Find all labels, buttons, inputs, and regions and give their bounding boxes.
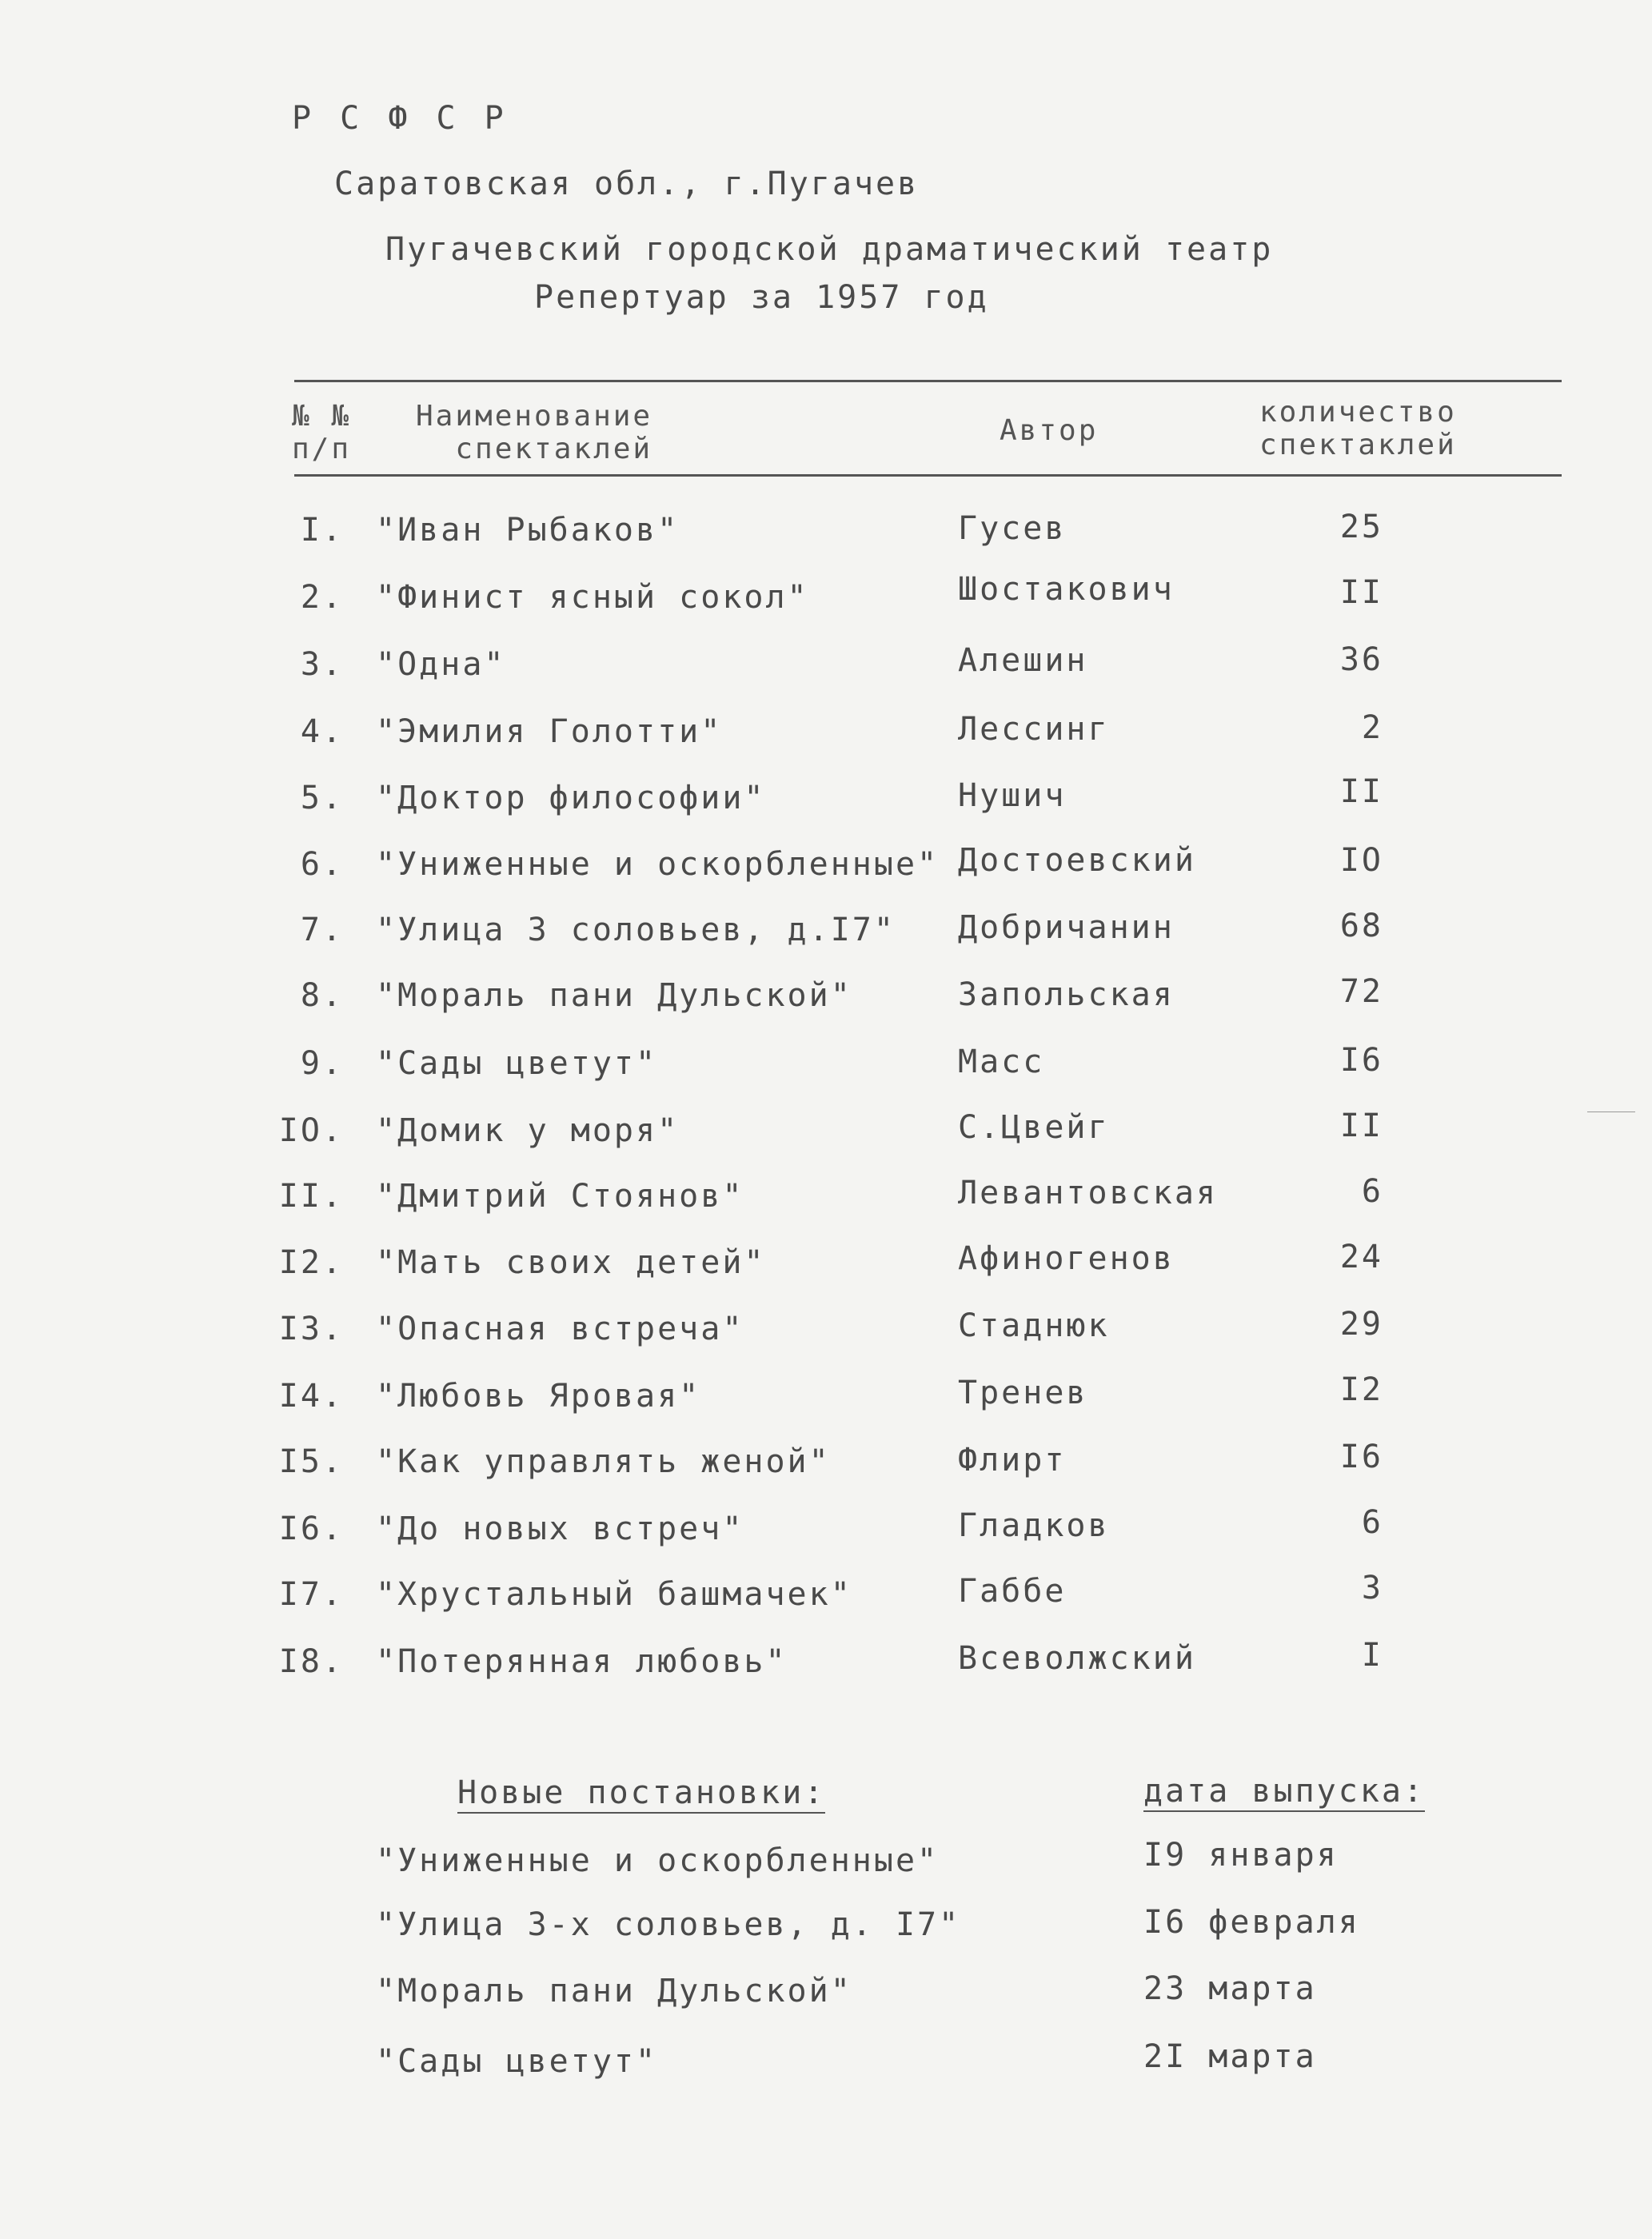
column-header-number: № № п/п (292, 400, 352, 466)
row-number: 5. (300, 780, 344, 816)
release-date: 23 марта (1143, 1970, 1317, 2007)
performance-count: 6 (1361, 1504, 1383, 1541)
country-line: Р С Ф С Р (292, 100, 509, 137)
row-number: I3. (278, 1311, 344, 1347)
play-author: Достоевский (958, 842, 1196, 879)
play-title: "Как управлять женой" (376, 1443, 831, 1480)
play-author: Гладков (958, 1507, 1110, 1544)
row-number: 8. (300, 977, 344, 1014)
production-title: "Мораль пани Дульской" (376, 1973, 852, 2010)
play-author: Запольская (958, 976, 1175, 1013)
play-title: "До новых встреч" (376, 1511, 744, 1547)
performance-count: IO (1339, 842, 1383, 879)
play-title: "Мораль пани Дульской" (376, 977, 852, 1014)
row-number: 3. (300, 646, 344, 683)
play-author: Всеволжский (958, 1640, 1196, 1677)
play-author: Габбе (958, 1573, 1067, 1610)
play-author: Шостакович (958, 571, 1175, 608)
performance-count: 24 (1339, 1239, 1383, 1275)
play-title: "Эмилия Голотти" (376, 713, 723, 750)
release-date: 2I марта (1143, 2038, 1317, 2075)
play-title: "Дмитрий Стоянов" (376, 1178, 744, 1215)
play-author: Флирт (958, 1442, 1067, 1479)
release-date-heading: дата выпуска: (1143, 1775, 1425, 1812)
play-author: Стаднюк (958, 1307, 1110, 1344)
row-number: I6. (278, 1511, 344, 1547)
performance-count: 6 (1361, 1173, 1383, 1210)
release-date: I6 февраля (1143, 1904, 1360, 1941)
play-title: "Любовь Яровая" (376, 1378, 701, 1415)
performance-count: 2 (1361, 709, 1383, 746)
play-author: Афиногенов (958, 1240, 1175, 1277)
play-author: С.Цвейг (958, 1109, 1110, 1146)
row-number: I4. (278, 1378, 344, 1415)
release-date: I9 января (1143, 1837, 1339, 1874)
play-author: Гусев (958, 510, 1067, 547)
performance-count: 68 (1339, 908, 1383, 944)
performance-count: II (1339, 773, 1383, 810)
play-title: "Финист ясный сокол" (376, 579, 809, 616)
production-title: "Улица 3-х соловьев, д. I7" (376, 1906, 961, 1943)
row-number: I5. (278, 1443, 344, 1480)
play-author: Добричанин (958, 909, 1175, 946)
performance-count: I6 (1339, 1042, 1383, 1079)
play-title: "Потерянная любовь" (376, 1643, 788, 1680)
play-title: "Опасная встреча" (376, 1311, 744, 1347)
row-number: 9. (300, 1045, 344, 1082)
column-header-count: количество спектаклей (1259, 396, 1457, 462)
production-title: "Сады цветут" (376, 2043, 658, 2080)
row-number: I8. (278, 1643, 344, 1680)
play-title: "Доктор философии" (376, 780, 766, 816)
theatre-line: Пугачевский городской драматический театр (385, 231, 1274, 268)
performance-count: I6 (1339, 1439, 1383, 1475)
play-title: "Улица 3 соловьев, д.I7" (376, 912, 896, 948)
play-author: Нушич (958, 777, 1067, 814)
play-title: "Мать своих детей" (376, 1244, 766, 1281)
row-number: 7. (300, 912, 344, 948)
row-number: II. (278, 1178, 344, 1215)
row-number: 2. (300, 579, 344, 616)
table-header-rule (294, 474, 1562, 477)
play-author: Алешин (958, 642, 1088, 679)
new-productions-heading: Новые постановки: (457, 1777, 825, 1814)
performance-count: 29 (1339, 1306, 1383, 1343)
play-author: Масс (958, 1044, 1045, 1080)
play-title: "Иван Рыбаков" (376, 512, 680, 549)
region-line: Саратовская обл., г.Пугачев (334, 166, 920, 202)
row-number: 6. (300, 846, 344, 883)
row-number: 4. (300, 713, 344, 750)
play-title: "Униженные и оскорбленные" (376, 846, 940, 883)
performance-count: 36 (1339, 641, 1383, 678)
row-number: I2. (278, 1244, 344, 1281)
column-header-author: Автор (1000, 414, 1099, 447)
performance-count: I (1361, 1637, 1383, 1674)
play-title: "Хрустальный башмачек" (376, 1576, 852, 1613)
production-title: "Униженные и оскорбленные" (376, 1842, 940, 1879)
performance-count: 3 (1361, 1570, 1383, 1606)
row-number: I7. (278, 1576, 344, 1613)
performance-count: 72 (1339, 973, 1383, 1010)
play-author: Левантовская (958, 1175, 1218, 1211)
table-top-rule (294, 380, 1562, 382)
play-title: "Сады цветут" (376, 1045, 658, 1082)
play-title: "Домик у моря" (376, 1112, 680, 1149)
column-header-title: Наименование спектаклей (416, 400, 653, 466)
document-title: Репертуар за 1957 год (534, 279, 989, 316)
performance-count: II (1339, 574, 1383, 611)
play-author: Лессинг (958, 711, 1110, 748)
row-number: I. (300, 512, 344, 549)
performance-count: I2 (1339, 1371, 1383, 1408)
play-author: Тренев (958, 1375, 1088, 1411)
play-title: "Одна" (376, 646, 506, 683)
performance-count: II (1339, 1108, 1383, 1144)
row-number: IO. (278, 1112, 344, 1149)
performance-count: 25 (1339, 509, 1383, 545)
